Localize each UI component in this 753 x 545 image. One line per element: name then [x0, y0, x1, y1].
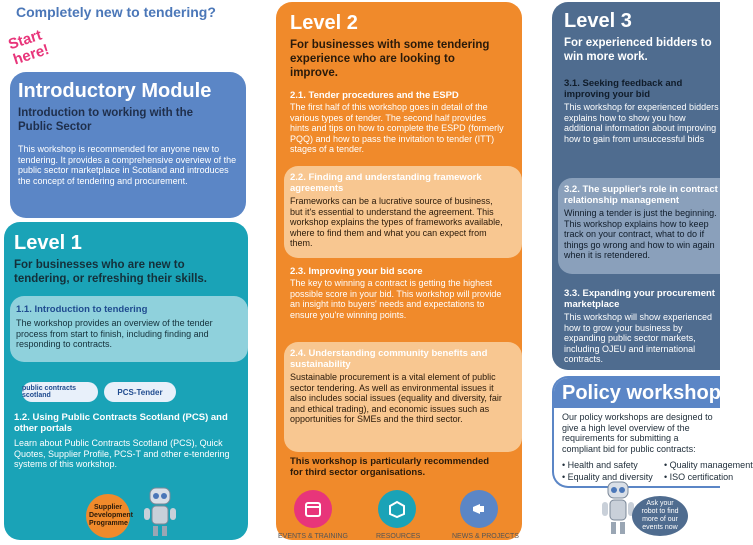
policy-bullet-1: • Health and safety — [562, 460, 638, 470]
robot-speech-bubble — [632, 496, 688, 536]
policy-bullet-2: • Quality management — [664, 460, 753, 470]
pcs-tender-logo — [104, 382, 176, 402]
level2-s3-title: 2.3. Improving your bid score — [290, 266, 423, 277]
level3-s3-text: This workshop will show experienced how to grow your business by expanding public sector markets, including OJEU and international contracts. — [564, 312, 713, 364]
megaphone-icon[interactable] — [460, 490, 498, 528]
level1-s1-text: The workshop provides an overview of the tender process from start to finish, including finding and responding to contracts. — [16, 318, 213, 349]
level3-subtitle: For experienced bidders to win more work. — [564, 37, 712, 63]
robot-mascot-left — [140, 484, 180, 540]
header-title: Completely new to tendering? — [16, 4, 216, 20]
policy-text: Our policy workshops are designed to give a high level overview of the requirements for submitting a compliant bid for public contracts: — [562, 412, 713, 454]
level2-s1-title: 2.1. Tender procedures and the ESPD — [290, 90, 459, 101]
robot-mascot-right — [600, 478, 636, 538]
level3-s1-title: 3.1. Seeking feedback and improving your bid — [564, 78, 683, 100]
level2-subtitle: For businesses with some tendering experience who are looking to improve. — [290, 39, 490, 79]
level2-section2 — [284, 166, 522, 258]
resources-icon[interactable] — [378, 490, 416, 528]
level3-card — [552, 2, 720, 370]
events-label[interactable]: EVENTS & TRAINING — [278, 533, 348, 540]
sdp-logo[interactable] — [86, 494, 133, 538]
level1-title: Level 1 — [14, 232, 82, 254]
level3-s2-title: 3.2. The supplier's role in contract relationship management — [564, 184, 718, 206]
intro-title: Introductory Module — [18, 80, 212, 102]
policy-bullet-4: • ISO certification — [664, 472, 734, 482]
level3-section2 — [558, 178, 720, 274]
level2-note: This workshop is particularly recommended for third sector organisations. — [290, 456, 490, 478]
level2-s2-text: Frameworks can be a lucrative source of business, but it's essential to understand the agreement. This workshop explains the types of frameworks available, where to find them and what you can expect from them. — [290, 196, 503, 248]
level2-title: Level 2 — [290, 12, 358, 34]
intro-module-card — [10, 72, 246, 218]
level2-s1-text: The first half of this workshop goes in detail of the various types of tender. The second half provides hints and tips on how to complete the ESPD (formerly PQQ) and how to pass the invitation to tender (ITT) stages of a tender. — [290, 102, 504, 154]
level1-card — [4, 222, 248, 540]
level1-s1-title: 1.1. Introduction to tendering — [16, 304, 148, 315]
level1-s2-title: 1.2. Using Public Contracts Scotland (PCS) and other portals — [14, 412, 228, 434]
news-label[interactable]: NEWS & PROJECTS — [452, 533, 519, 540]
level2-s2-title: 2.2. Finding and understanding framework agreements — [290, 172, 482, 194]
robot-bubble-text: Ask your robot to find more of our events now — [641, 500, 679, 531]
policy-bullet-3: • Equality and diversity — [562, 472, 653, 482]
level2-card — [276, 2, 522, 540]
level3-s3-title: 3.3. Expanding your procurement marketplace — [564, 288, 715, 310]
resources-label[interactable]: RESOURCES — [376, 533, 421, 540]
level1-section1 — [10, 296, 248, 362]
sdp-logo-label: Supplier Development Programme — [89, 504, 133, 527]
policy-title: Policy workshops — [562, 382, 733, 404]
start-here-label: Start here! — [6, 26, 52, 69]
level3-s1-text: This workshop for experienced bidders explains how to show you how additional information about improving how to gain from unsuccessful bids — [564, 102, 719, 144]
level2-section4 — [284, 342, 522, 452]
level2-s4-title: 2.4. Understanding community benefits and sustainability — [290, 348, 488, 370]
level3-title: Level 3 — [564, 10, 632, 32]
pcs-tender-logo-text: PCS-Tender — [117, 387, 163, 397]
level1-subtitle: For businesses who are new to tendering, or refreshing their skills. — [14, 259, 207, 285]
pcs-logo-text: public contracts scotland — [22, 385, 77, 399]
level2-s4-text: Sustainable procurement is a vital element of public sector tendering. As well as environmental issues it also includes social issues (equality and diversity, fair and ethical trading), and economic issues such as opportunities for SMEs and the third sector. — [290, 372, 502, 424]
level1-s2-text: Learn about Public Contracts Scotland (PCS), Quick Quotes, Supplier Profile, PCS-T and other e-tendering systems of this workshop. — [14, 438, 230, 469]
events-icon[interactable] — [294, 490, 332, 528]
level3-s2-text: Winning a tender is just the beginning. This workshop explains how to keep track on your contract, what to do if things go wrong and how to win again when it is retendered. — [564, 208, 717, 260]
intro-text: This workshop is recommended for anyone new to tendering. It provides a comprehensive overview of the public sector marketplace in Scotland and introduces the concept of tendering and procurement. — [18, 144, 237, 186]
intro-subtitle: Introduction to working with the Public Sector — [18, 107, 194, 133]
pcs-logo — [22, 382, 98, 402]
level2-s3-text: The key to winning a contract is getting the highest possible score in your bid. This workshop will provide an insight into buyers' needs and expectations to ensure you're winning points. — [290, 278, 502, 320]
policy-card — [552, 376, 753, 488]
